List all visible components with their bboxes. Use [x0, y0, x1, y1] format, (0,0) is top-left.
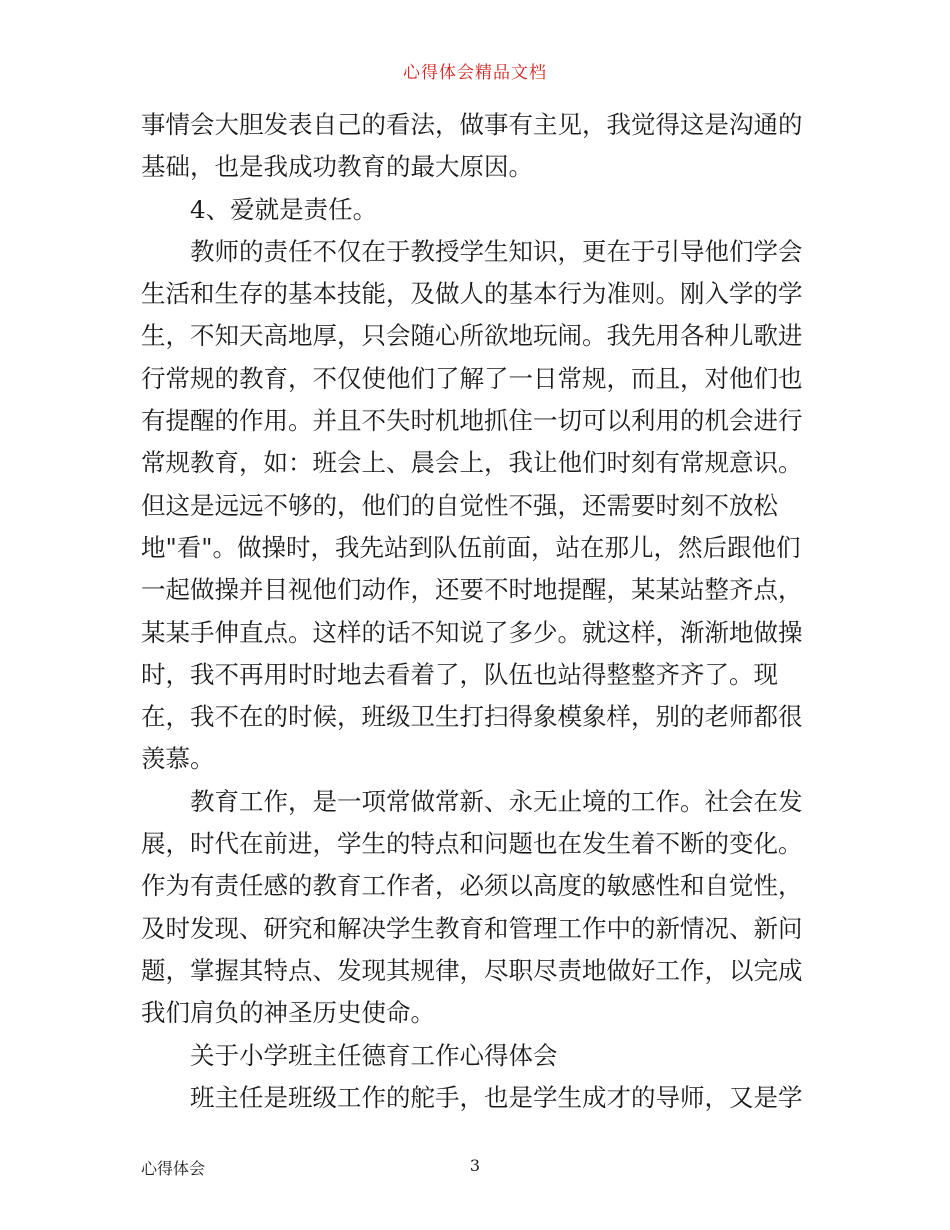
- text-line: 地"看"。做操时，我先站到队伍前面，站在那儿，然后跟他们: [141, 532, 801, 562]
- text-line: 在，我不在的时候，班级卫生打扫得象模象样，别的老师都很: [141, 702, 803, 732]
- text-line: 我们肩负的神圣历史使命。: [141, 998, 435, 1028]
- text-line: 时，我不再用时时地去看着了，队伍也站得整整齐齐了。现: [141, 659, 778, 689]
- text-line: 但这是远远不够的，他们的自觉性不强，还需要时刻不放松: [141, 490, 778, 520]
- text-line: 常规教育，如：班会上、晨会上，我让他们时刻有常规意识。: [141, 448, 803, 478]
- page-number: 3: [469, 1156, 481, 1175]
- text-line: 题，掌握其特点、发现其规律，尽职尽责地做好工作，以完成: [141, 955, 803, 985]
- section-title: 关于小学班主任德育工作心得体会: [190, 1040, 558, 1070]
- footer-label: 心得体会: [141, 1159, 206, 1178]
- text-line: 羡慕。: [141, 744, 215, 774]
- section-heading: 4、爱就是责任。: [190, 194, 378, 224]
- text-line: 作为有责任感的教育工作者，必须以高度的敏感性和自觉性，: [141, 871, 803, 901]
- page-header-title: 心得体会精品文档: [403, 63, 547, 83]
- text-line: 行常规的教育，不仅使他们了解了一日常规，而且，对他们也: [141, 363, 803, 393]
- text-line: 事情会大胆发表自己的看法，做事有主见，我觉得这是沟通的: [141, 110, 803, 139]
- text-line: 教育工作，是一项常做常新、永无止境的工作。社会在发: [190, 786, 803, 816]
- text-line: 教师的责任不仅在于教授学生知识，更在于引导他们学会: [190, 236, 803, 266]
- text-line: 生活和生存的基本技能，及做人的基本行为准则。刚入学的学: [141, 279, 803, 309]
- text-line: 基础，也是我成功教育的最大原因。: [141, 152, 533, 182]
- text-line: 某某手伸直点。这样的话不知说了多少。就这样，渐渐地做操: [141, 617, 803, 647]
- text-line: 班主任是班级工作的舵手，也是学生成才的导师，又是学: [190, 1082, 803, 1112]
- text-line: 展，时代在前进，学生的特点和问题也在发生着不断的变化。: [141, 829, 803, 859]
- document-body: [141, 104, 817, 1119]
- text-line: 一起做操并目视他们动作，还要不时地提醒，某某站整齐点，: [141, 575, 803, 605]
- text-line: 生，不知天高地厚，只会随心所欲地玩闹。我先用各种儿歌进: [141, 321, 803, 351]
- text-line: 有提醒的作用。并且不失时机地抓住一切可以利用的机会进行: [141, 406, 803, 436]
- text-line: 及时发现、研究和解决学生教育和管理工作中的新情况、新问: [141, 913, 803, 943]
